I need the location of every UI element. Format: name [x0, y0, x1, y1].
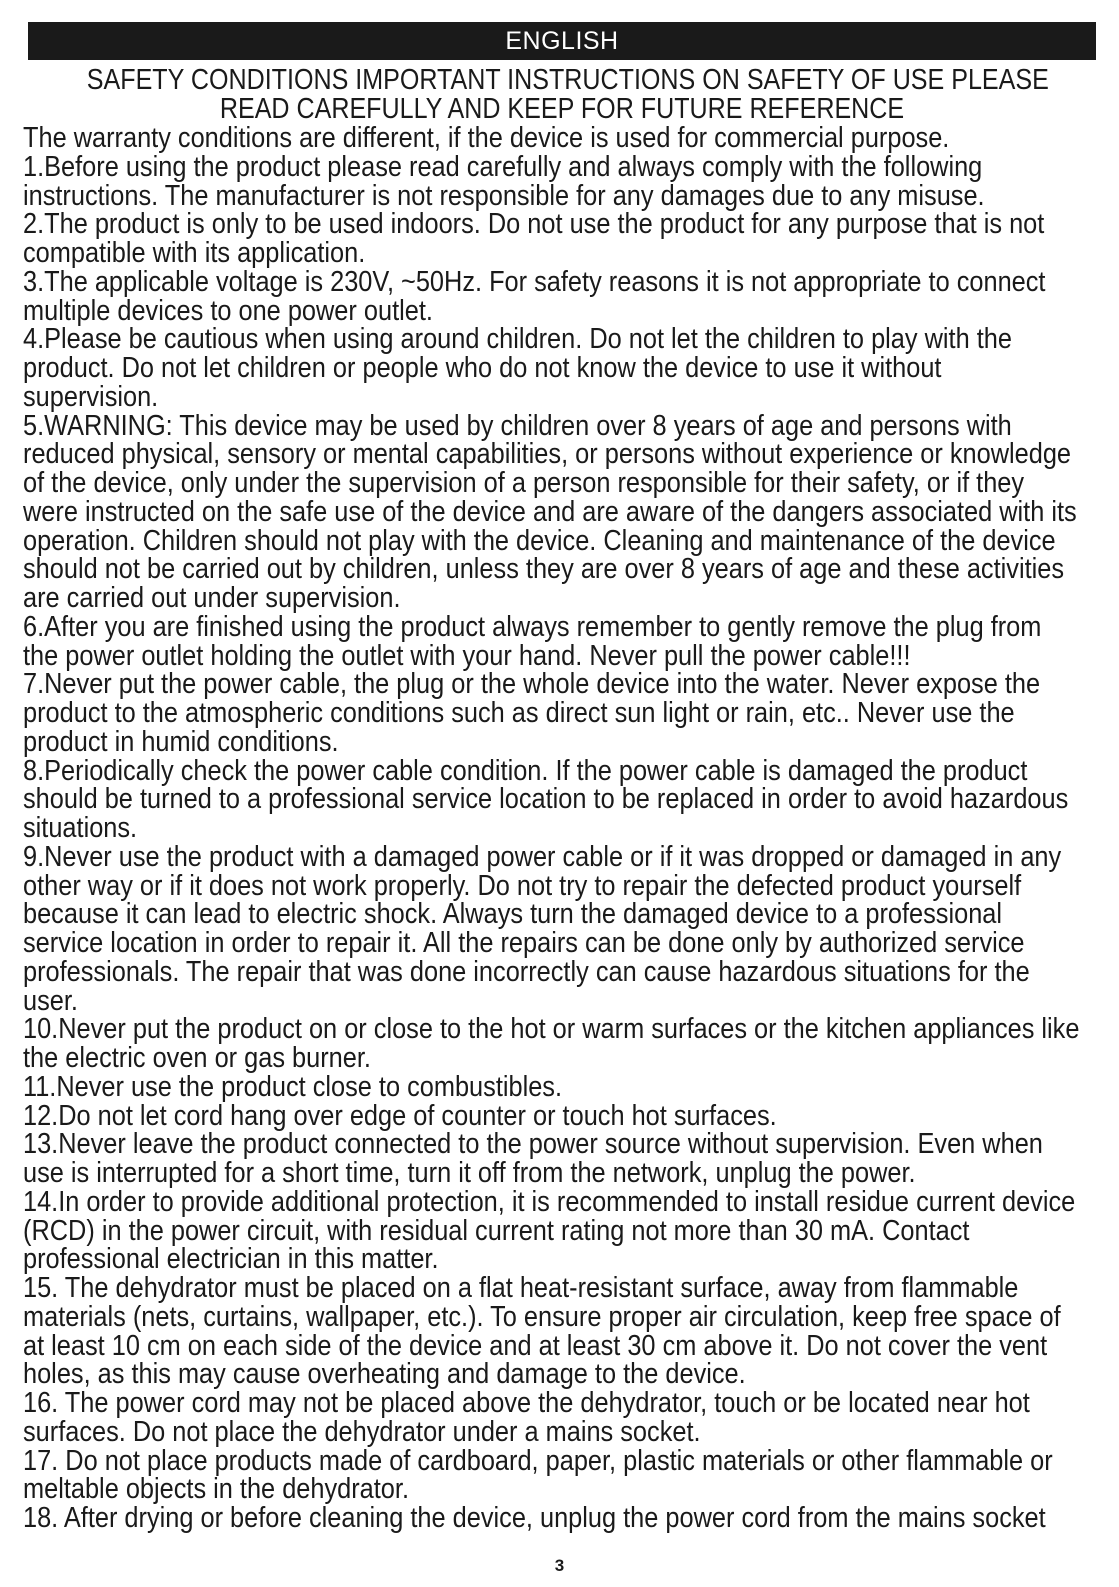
instruction-item-6: 6.After you are finished using the product always remember to gently remove the plug from the power outlet holding the outlet with your hand. Never pull the power cable!!!	[23, 610, 1042, 672]
instruction-item-2: 2.The product is only to be used indoors. Do not use the product for any purpose that is not compatible with its application.	[23, 208, 1045, 269]
instruction-item-11: 11.Never use the product close to combustibles.	[23, 1070, 563, 1103]
instruction-item-12: 12.Do not let cord hang over edge of counter or touch hot surfaces.	[23, 1099, 777, 1132]
instruction-item-8: 8.Periodically check the power cable condition. If the power cable is damaged the product should be turned to a professional service location to be replaced in order to avoid hazardous situations.	[23, 754, 1069, 844]
instruction-item-7: 7.Never put the power cable, the plug or the whole device into the water. Never expose the product to the atmospheric conditions such as direct sun light or rain, etc.. Never use the product in humid conditions.	[23, 668, 1041, 758]
instruction-item-10: 10.Never put the product on or close to the hot or warm surfaces or the kitchen appliances like the electric oven or gas burner.	[23, 1013, 1080, 1074]
instruction-item-18: 18. After drying or before cleaning the device, unplug the power cord from the mains socket	[23, 1502, 1046, 1534]
heading-line: SAFETY CONDITIONS IMPORTANT INSTRUCTIONS ON SAFETY OF USE PLEASE	[86, 64, 1049, 96]
instruction-item-4: 4.Please be cautious when using around children. Do not let the children to play with the product. Do not let children or people who do not know the device to use it without supervision.	[23, 323, 1012, 413]
instruction-item-5: 5.WARNING: This device may be used by children over 8 years of age and persons with reduced physical, sensory or mental capabilities, or persons without experience or knowledge of the device, only under the supervision of a person responsible for their safety, or if they were instructed on the safe use of the device and are aware of the dangers associated with its operation. Children should not play with the device. Cleaning and maintenance of the device should not be carried out by children, unless they are over 8 years of age and these activities are carried out under supervision.	[23, 409, 1077, 614]
instruction-item-1: 1.Before using the product please read carefully and always comply with the following instructions. The manufacturer is not responsible for any damages due to any misuse.	[23, 150, 985, 212]
instruction-item-17: 17. Do not place products made of cardboard, paper, plastic materials or other flammable or meltable objects in the dehydrator.	[23, 1444, 1053, 1506]
instruction-item-13: 13.Never leave the product connected to the power source without supervision. Even when use is interrupted for a short time, turn it off from the network, unplug the power.	[23, 1128, 1043, 1189]
instructions-body	[23, 124, 1083, 1533]
warranty-intro: The warranty conditions are different, if the device is used for commercial purpose.	[23, 122, 950, 154]
language-header-bar	[28, 22, 1096, 60]
page-number: 3	[554, 1556, 565, 1575]
instruction-item-15: 15. The dehydrator must be placed on a flat heat-resistant surface, away from flammable materials (nets, curtains, wallpaper, etc.). To ensure proper air circulation, keep free space of at least 10 cm on each side of the device and at least 30 cm above it. Do not cover the vent holes, as this may cause overheating and damage to the device.	[23, 1272, 1061, 1391]
instruction-item-14: 14.In order to provide additional protection, it is recommended to install residue current device (RCD) in the power circuit, with residual current rating not more than 30 mA. Contact professional electrician in this matter.	[23, 1185, 1076, 1276]
language-label: ENGLISH	[505, 27, 619, 55]
instruction-item-16: 16. The power cord may not be placed above the dehydrator, touch or be located near hot surfaces. Do not place the dehydrator under a mains socket.	[23, 1387, 1030, 1448]
instruction-item-3: 3.The applicable voltage is 230V, ~50Hz. For safety reasons it is not appropriate to connect multiple devices to one power outlet.	[23, 265, 1046, 327]
safety-heading	[86, 64, 1049, 125]
heading-line: READ CAREFULLY AND KEEP FOR FUTURE REFERENCE	[219, 93, 905, 125]
instruction-item-9: 9.Never use the product with a damaged power cable or if it was dropped or damaged in any other way or if it does not work properly. Do not try to repair the defected product yourself because it can lead to electric shock. Always turn the damaged device to a professional service location in order to repair it. All the repairs can be done only by authorized service professionals. The repair that was done incorrectly can cause hazardous situations for the user.	[23, 840, 1062, 1017]
